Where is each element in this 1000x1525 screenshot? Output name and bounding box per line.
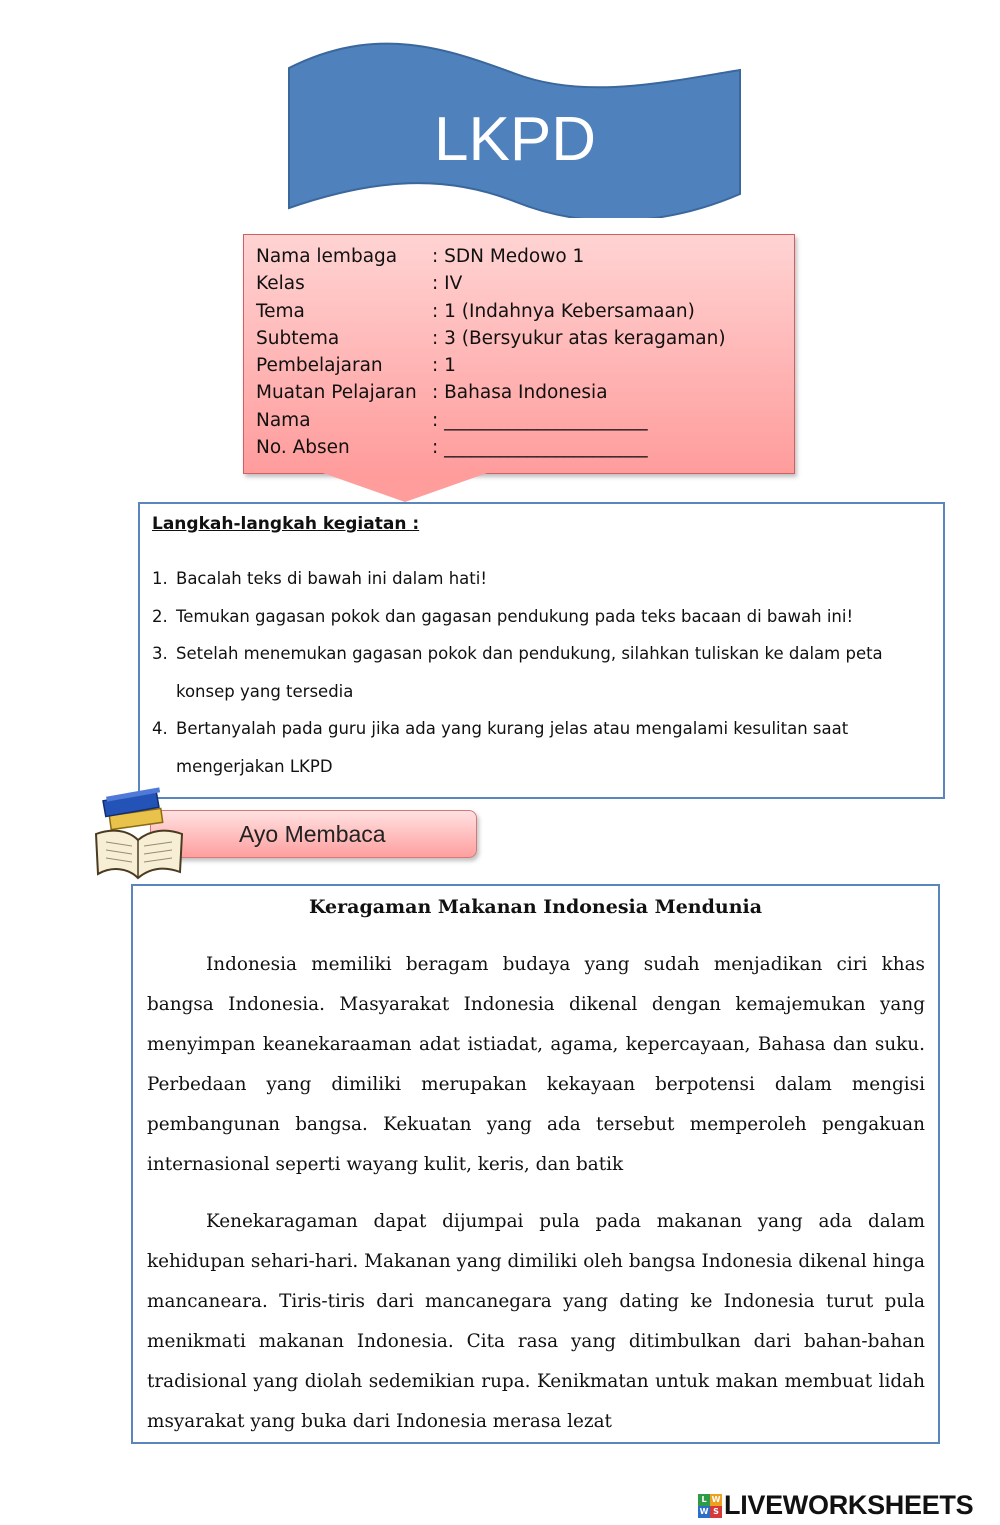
step-text: Setelah menemukan gagasan pokok dan pendukung, silahkan tuliskan ke dalam peta konsep yang tersedia [176,644,883,701]
info-row [256,298,726,325]
info-value: : SDN Medowo 1 [432,246,585,267]
reading-paragraph-2: Kenekaragaman dapat dijumpai pula pada makanan yang ada dalam kehidupan sehari-hari. Makanan yang dimiliki oleh bangsa Indonesia dikenal hinga mancaneara. Tiris-tiris dari mancanegara yang dating ke Indonesia turut pula menikmati makanan Indonesia. Cita rasa yang ditimbulkan dari bahan-bahan tradisional yang diolah sedemikian rupa. Kenikmatan untuk makan membuat lidah msyarakat yang buka dari Indonesia merasa lezat [147,1211,925,1432]
callout-arrow [320,472,490,502]
info-value: : Bahasa Indonesia [432,382,608,404]
step-number: 1. [152,569,168,588]
identity-box [243,234,795,474]
info-label: Kelas [256,273,305,295]
reading-paragraph-1: Indonesia memiliki beragam budaya yang sudah menjadikan ciri khas bangsa Indonesia. Masyarakat Indonesia dikenal dengan kemajemukan yang menyimpan keanekaraaman adat istiadat, agama, kepercayaan, Bahasa dan suku. Perbedaan yang dimiliki merupakan kekayaan berpotensi dalam mengisi pembangunan bangsa. Kekuatan yang ada tersebut memperoleh pengakuan internasional seperti wayang kulit, keris, dan batik [147,954,925,1175]
info-row-absen [256,434,726,461]
info-value: : 1 (Indahnya Kebersamaan) [432,300,695,322]
logo-text: LIVEWORKSHEETS [724,1490,974,1520]
books-icon [92,782,187,884]
info-label: Subtema [256,327,340,349]
step-number: 4. [152,719,168,738]
liveworksheets-logo [698,1490,973,1521]
info-value: : IV [432,273,463,295]
info-label: Pembelajaran [256,355,383,377]
steps-box [138,502,945,799]
info-value: : 3 (Bersyukur atas keragaman) [432,327,726,349]
reading-title: Keragaman Makanan Indonesia Mendunia [308,896,763,918]
list-item [152,635,932,710]
identity-rows [256,243,726,461]
reading-box [131,884,940,1444]
info-label: Tema [256,300,305,322]
info-row [256,352,726,379]
steps-title: Langkah-langkah kegiatan : [152,514,420,534]
step-text: Bertanyalah pada guru jika ada yang kurang jelas atau mengalami kesulitan saat mengerjakan LKPD [176,719,849,776]
info-label: No. Absen [256,437,350,459]
logo-mark-icon: L W W S [699,1494,721,1516]
info-label: Nama [256,409,311,431]
list-item [152,710,932,785]
info-row [256,270,726,297]
list-item [152,598,932,636]
info-row-nama [256,407,726,434]
info-label: Muatan Pelajaran [256,382,417,404]
step-text: Bacalah teks di bawah ini dalam hati! [176,569,487,588]
steps-list [152,560,932,785]
ayo-membaca-label: Ayo Membaca [239,821,386,847]
absen-blank-field[interactable]: : ______________________ [432,437,648,459]
page-title: LKPD [434,105,596,174]
title-banner [286,42,744,218]
step-text: Temukan gagasan pokok dan gagasan pendukung pada teks bacaan di bawah ini! [176,606,854,626]
nama-blank-field[interactable]: : ______________________ [432,409,648,431]
ayo-membaca-tab [150,810,477,858]
info-row [256,243,726,270]
list-item [152,560,932,598]
info-label: Nama lembaga [256,246,398,267]
step-number: 3. [152,644,168,663]
info-row [256,379,726,406]
step-number: 2. [152,606,168,626]
info-value: : 1 [432,355,456,377]
info-row [256,325,726,352]
